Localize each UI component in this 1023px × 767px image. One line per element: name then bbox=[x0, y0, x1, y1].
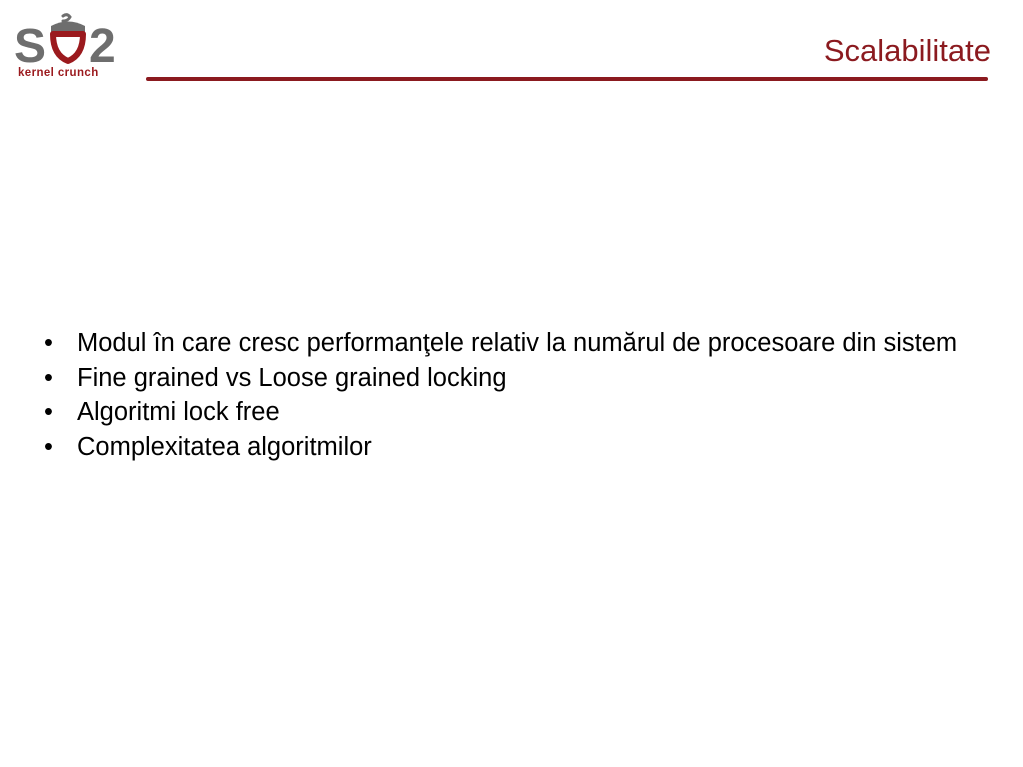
bullet-marker: • bbox=[44, 329, 53, 357]
bullet-marker: • bbox=[44, 432, 53, 461]
bullet-text: Complexitatea algoritmilor bbox=[77, 432, 372, 461]
bullet-item bbox=[44, 430, 1004, 465]
so2-logo bbox=[14, 12, 132, 84]
bullet-marker: • bbox=[44, 398, 53, 426]
svg-text:S: S bbox=[14, 20, 47, 68]
bullet-text: Modul în care cresc performanţele relativ la numărul de procesoare din sistem bbox=[77, 329, 958, 357]
acorn-icon bbox=[51, 15, 85, 61]
bullet-item bbox=[44, 361, 1004, 396]
logo-tagline: kernel crunch bbox=[18, 67, 99, 79]
bullet-text: Fine grained vs Loose grained locking bbox=[77, 363, 507, 392]
bullet-item bbox=[44, 326, 1004, 361]
bullet-list bbox=[44, 326, 1004, 464]
bullet-marker: • bbox=[44, 363, 53, 392]
title-divider bbox=[146, 77, 988, 81]
bullet-text: Algoritmi lock free bbox=[77, 398, 280, 426]
svg-text:2: 2 bbox=[89, 20, 116, 68]
bullet-item bbox=[44, 395, 1004, 430]
logo-letters bbox=[14, 12, 132, 68]
slide-title: Scalabilitate bbox=[823, 33, 991, 68]
